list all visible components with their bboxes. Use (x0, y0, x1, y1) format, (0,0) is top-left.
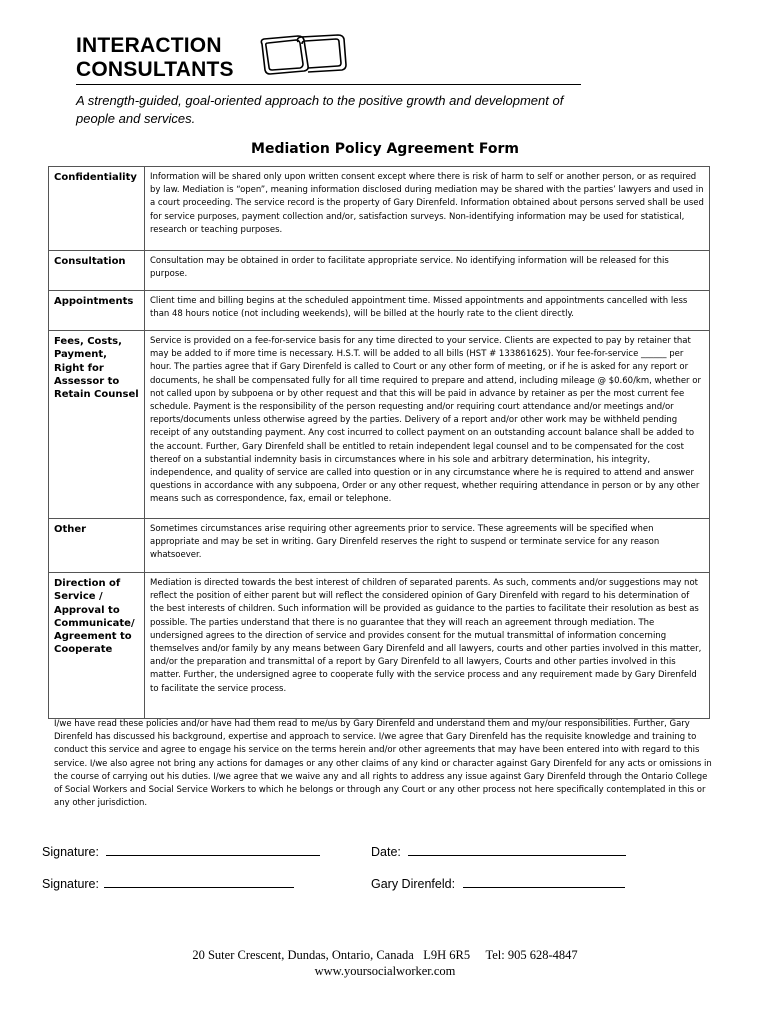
policy-table (48, 166, 710, 719)
footer-website: www.yoursocialworker.com (314, 964, 456, 978)
signature1-field[interactable] (106, 842, 320, 856)
policy-label: Other (49, 519, 145, 573)
signature1-label: Signature: (42, 845, 99, 859)
policy-label: Fees, Costs, Payment, Right for Assessor to Retain Counsel (49, 331, 145, 519)
signature2-field[interactable] (104, 874, 294, 888)
company-name (76, 34, 234, 82)
policy-row-direction (49, 573, 710, 719)
policy-text: Sometimes circumstances arise requiring other agreements prior to service. These agreements will be specified when appropriate and may be set in writing. Gary Direnfeld reserves the right to suspend or terminate service for any reason whatsoever. (145, 519, 710, 573)
policy-row-other (49, 519, 710, 573)
gary-signature-row (371, 874, 625, 891)
policy-row-confidentiality (49, 167, 710, 251)
policy-row-consultation (49, 251, 710, 291)
company-logo-icon (258, 30, 350, 82)
company-name-line2: CONSULTANTS (76, 58, 234, 81)
policy-label: Direction of Service / Approval to Communicate/ Agreement to Cooperate (49, 573, 145, 719)
company-tagline: A strength-guided, goal-oriented approach to the positive growth and development of people and services. (76, 93, 564, 126)
date-field[interactable] (408, 842, 626, 856)
company-name-line1: INTERACTION (76, 34, 222, 57)
footer-address: 20 Suter Crescent, Dundas, Ontario, Canada L9H 6R5 Tel: 905 628-4847 (192, 948, 578, 962)
signature1-row (42, 842, 320, 859)
acknowledgement-paragraph: I/we have read these policies and/or have had them read to me/us by Gary Direnfeld and understand them and my/our responsibilities. Further, Gary Direnfeld has discussed his background, expertise and approach to service. I/we agree that Gary Direnfeld has the requisite knowledge and training to conduct this service and agree to engage his service on the terms herein and/or other agreements that may have been entered into with regard to this service. I/we also agree not bring any actions for damages or any other claims of any kind or character against Gary Direnfeld for any acts or omissions in the course of carrying out his duties. I/we agree that we waive any and all rights to address any issue against Gary Direnfeld through the Ontario College of Social Workers and Social Service Workers to which he belongs or through any Court or any other process not here specifically contemplated in this or any other jurisdiction. (54, 719, 712, 809)
date-row (371, 842, 626, 859)
policy-text: Information will be shared only upon written consent except where there is risk of harm to self or another person, or as required by law. Mediation is “open”, meaning information disclosed during mediation may be shared with the parties’ lawyers and used in a court proceeding. The service record is the property of Gary Direnfeld. Information obtained about persons served shall be used for service purposes, payment collection and/or, satisfaction surveys. Non-identifying information may be used for statistical, research or teaching purposes. (145, 167, 710, 251)
signature2-row (42, 874, 294, 891)
policy-row-fees (49, 331, 710, 519)
policy-label: Confidentiality (49, 167, 145, 251)
gary-signature-field[interactable] (463, 874, 625, 888)
policy-row-appointments (49, 291, 710, 331)
date-label: Date: (371, 845, 401, 859)
form-title: Mediation Policy Agreement Form (251, 141, 519, 157)
policy-label: Consultation (49, 251, 145, 291)
header-divider (76, 84, 581, 85)
policy-text: Mediation is directed towards the best interest of children of separated parents. As such, comments and/or suggestions may not reflect the position of either parent but will reflect the considered opinion of Gary Direnfeld with regard to his determination of the best interests of children. Such information will be provided as guidance to the parties to facilitate their resolution as best as possible. The parties understand that there is no guarantee that they will reach an agreement through mediation. The undersigned agrees to the direction of service and provides consent for the mutual transmittal of information concerning themselves and/or family by any means between Gary Direnfeld and all lawyers, courts and other parties involved in this matter, and/or the preparation and transmittal of a report by Gary Direnfeld to all lawyers, Courts and other parties involved in this matter. Further, the undersigned agree to cooperate fully with the service process and any requirement made by Gary Direnfeld to facilitate the service process. (145, 573, 710, 719)
policy-text: Client time and billing begins at the scheduled appointment time. Missed appointments and appointments cancelled with less than 48 hours notice (not including weekends), will be billed at the hourly rate to the client directly. (145, 291, 710, 331)
policy-text: Consultation may be obtained in order to facilitate appropriate service. No identifying information will be released for this purpose. (145, 251, 710, 291)
policy-label: Appointments (49, 291, 145, 331)
gary-signature-label: Gary Direnfeld: (371, 877, 456, 891)
policy-text: Service is provided on a fee-for-service basis for any time directed to your service. Clients are expected to pay by retainer that may be added to if more time is necessary. H.S.T. will be added to all bills (HST # 133861625). Your fee-for-service ______ per hour. The parties agree that if Gary Direnfeld is called to Court or any other form of meeting, or if he is asked for any report or documents, he shall be compensated fully for all time required to prepare and attend, including mileage @ $0.60/km, whether or not called upon by subpoena or by other request and that this will be paid in advance by retainer as per the most current fee schedule. Payment is the responsibility of the person requesting and/or requiring court attendance and/or meetings and/or reports/documents unless otherwise agreed by the parties. Delivery of a report and/or other work may be withheld pending receipt of any outstanding payment. Any cost incurred to collect payment on an outstanding account balance shall be added to the account. Further, Gary Direnfeld shall be entitled to retain independent legal counsel and to be compensated for the cost thereof on a substantial indemnity basis in circumstances where in his sole and arbitrary determination, his integrity, independence, and quality of service are called into question or in any circumstance where he is required to attend and answer questions in accordance with any subpoena, Order or any other request, whether requiring attendance in person or by any other means such as correspondence, fax, email or telephone. (145, 331, 710, 519)
signature2-label: Signature: (42, 877, 99, 891)
footer (0, 947, 770, 979)
